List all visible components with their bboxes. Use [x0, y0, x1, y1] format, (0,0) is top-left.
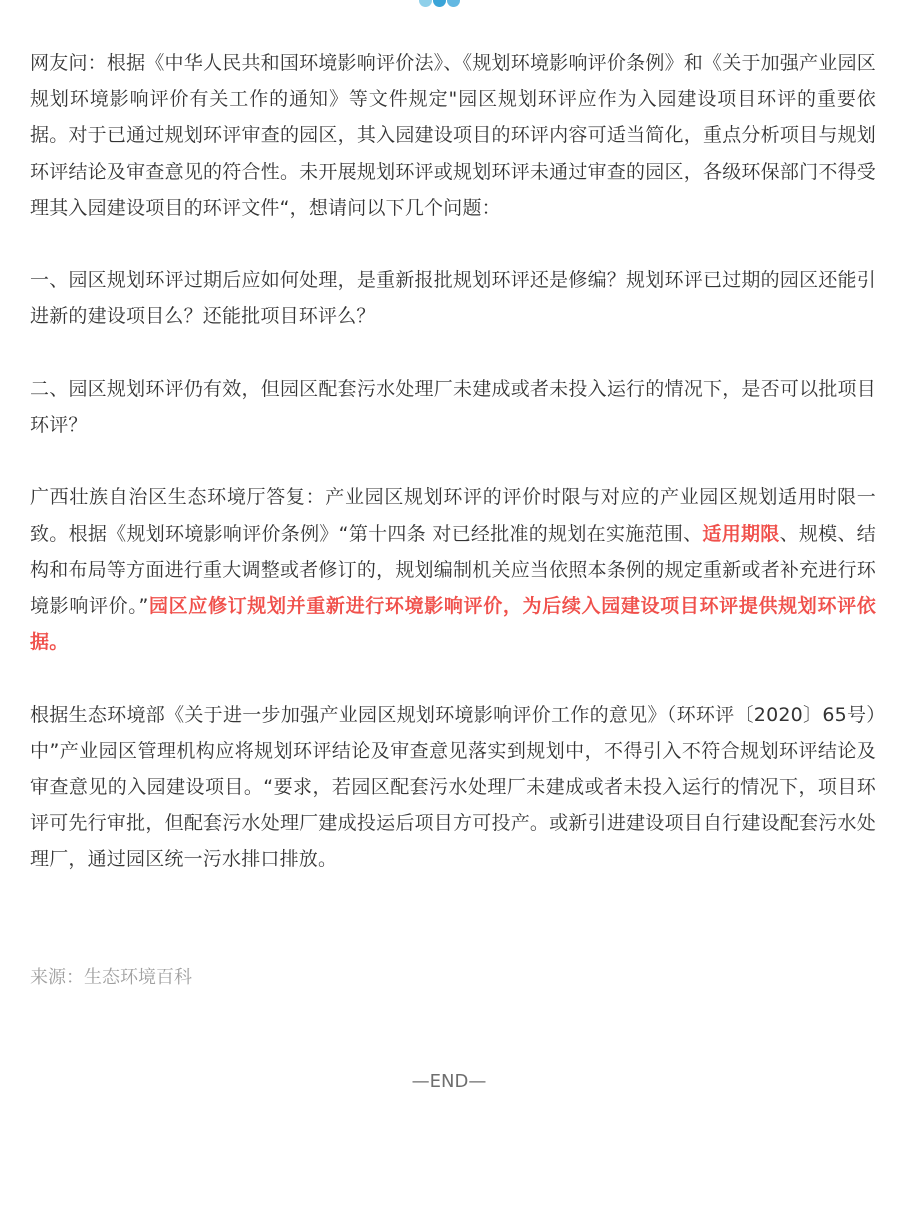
answer-text: 广西壮族自治区生态环境厅答复：产业园区规划环评的评价时限与对应的产业园区规划适用时限一致。根据《规划环境影响评价条例》“第十四条 对已经批准的规划在实施范围、 — [30, 486, 876, 545]
answer-text: 、规模、结构和布局等方面进行重大调整或者修订的，规划编制机关应当依照本条例的规定重新或者补充进行环境影响评价。” — [30, 522, 876, 617]
end-marker: —END— — [411, 1071, 487, 1092]
dot-icon — [419, 0, 432, 7]
dot-icon — [447, 0, 460, 7]
decorative-dots — [419, 0, 463, 8]
source-label: 来源：生态环境百科 — [30, 967, 192, 988]
question-intro: 网友问：根据《中华人民共和国环境影响评价法》、《规划环境影响评价条例》和《关于加强产业园区规划环境影响评价有关工作的通知》等文件规定"园区规划环评应作为入园建设项目环评的重要依据。对于已通过规划环评审查的园区，其入园建设项目的环评内容可适当简化，重点分析项目与规划环评结论及审查意见的符合性。未开展规划环评或规划环评未通过审查的园区，各级环保部门不得受理其入园建设项目的环评文件“，想请问以下几个问题： — [30, 52, 876, 219]
answer-paragraph-one — [30, 479, 876, 660]
highlight-conclusion: 园区应修订规划并重新进行环境影响评价，为后续入园建设项目环评提供规划环评依据。 — [30, 595, 876, 654]
answer-paragraph-two: 根据生态环境部《关于进一步加强产业园区规划环境影响评价工作的意见》（环环评〔2020〕65号）中”产业园区管理机构应将规划环评结论及审查意见落实到规划中，不得引入不符合规划环评结论及审查意见的入园建设项目。“要求，若园区配套污水处理厂未建成或者未投入运行的情况下，项目环评可先行审批，但配套污水处理厂建成投运后项目方可投产。或新引进建设项目自行建设配套污水处理厂，通过园区统一污水排口排放。 — [30, 703, 876, 871]
question-two: 二、园区规划环评仍有效，但园区配套污水处理厂未建成或者未投入运行的情况下，是否可以批项目环评？ — [30, 377, 876, 436]
article-body — [30, 45, 876, 914]
dot-icon — [433, 0, 446, 7]
highlight-term: 适用期限 — [702, 522, 780, 545]
question-one: 一、园区规划环评过期后应如何处理，是重新报批规划环评还是修编？规划环评已过期的园区还能引进新的建设项目么？还能批项目环评么？ — [30, 269, 876, 328]
